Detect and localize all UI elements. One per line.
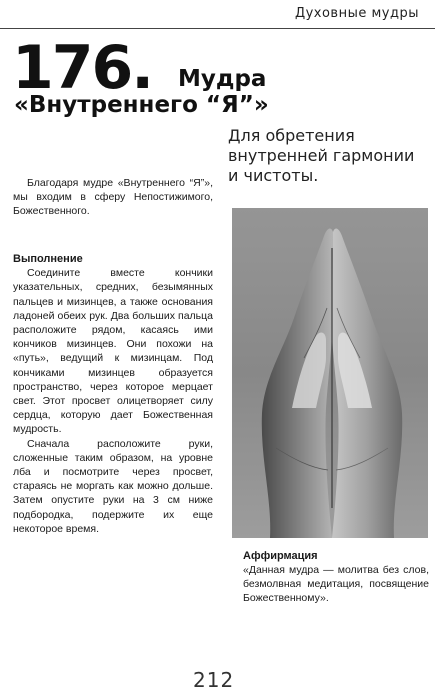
affirmation-heading: Аффирмация [243, 550, 318, 562]
intro-block [13, 176, 213, 219]
mudra-subtitle: Для обретения внутренней гармонии и чистоты. [228, 126, 415, 185]
hands-photo [232, 208, 428, 538]
mudra-number: 176. [12, 33, 153, 103]
page-number: 212 [193, 668, 235, 692]
header-rule [0, 28, 435, 29]
execution-heading: Выполнение [13, 253, 83, 265]
execution-section [13, 252, 213, 536]
execution-paragraph: Сначала расположите руки, сложенные таким образом, на уровне лба и посмотрите через просвет, стараясь не моргать как можно дольше. Затем опустите руки на 3 см ниже подбородка, подержите их еще некоторое время. [13, 437, 213, 535]
affirmation-section [243, 549, 429, 605]
affirmation-text: «Данная мудра — молитва без слов, безмолвная медитация, посвящение Божественному». [243, 564, 429, 604]
mudra-title-line1: Мудра [178, 66, 267, 92]
intro-paragraph: Благодаря мудре «Внутреннего “Я”», мы входим в сферу Непостижимого, Божественного. [13, 177, 213, 218]
execution-paragraph: Соедините вместе кончики указательных, средних, безымянных пальцев и мизинцев, а также основания ладоней обеих рук. Два больших пальца расположите рядом, касаясь ими кончиков мизинцев. Они похожи на «путь», ведущий к мизинцам. Под кончиками мизинцев образуется пространство, через которое мерцает свет. Этот просвет олицетворяет силу сердца, которую дает Божественная мудрость. [13, 267, 213, 436]
mudra-hands-illustration [232, 208, 428, 538]
mudra-title-line2: «Внутреннего “Я”» [14, 92, 269, 118]
running-header: Духовные мудры [294, 6, 419, 21]
